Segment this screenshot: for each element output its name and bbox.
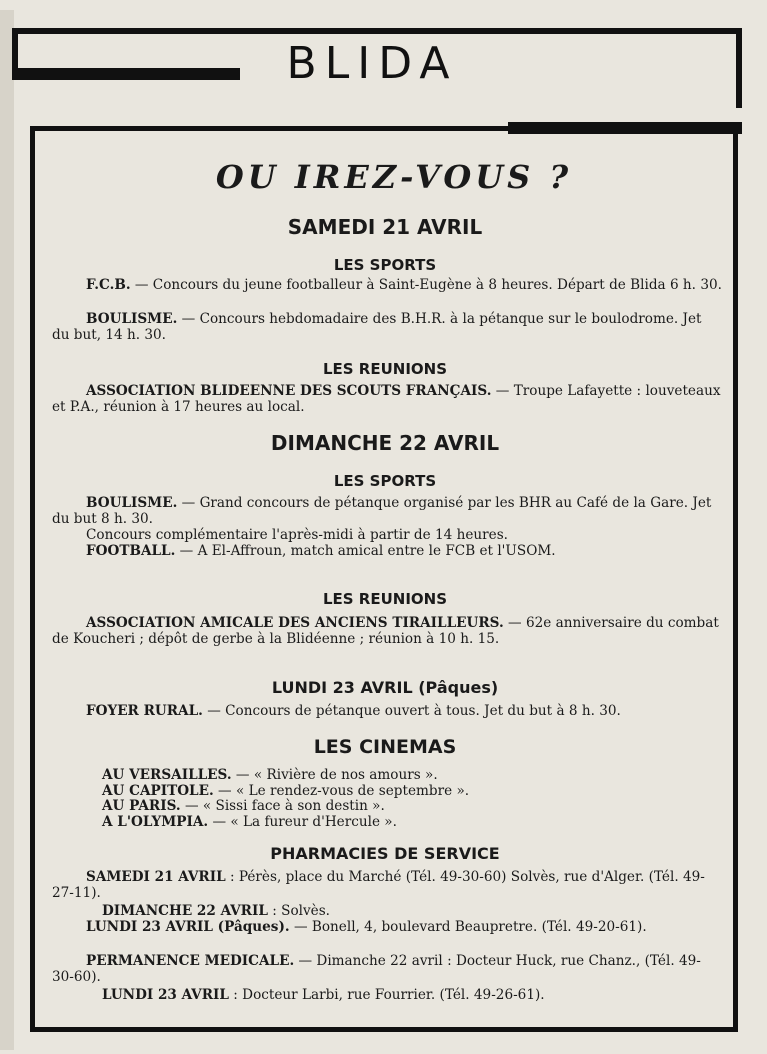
entry-tirailleurs: [52, 616, 722, 647]
section-heading-sports-sat: LES SPORTS: [333, 256, 437, 274]
entry-text: : Pérès, place du Marché (Tél. 49-30-60) Solvès, rue d'Alger. (Tél. 49-27-11).: [52, 869, 705, 901]
cinema-film: — « La fureur d'Hercule ».: [208, 813, 397, 830]
cinema-venue: AU VERSAILLES.: [102, 767, 232, 783]
entry-label: F.C.B.: [86, 277, 131, 293]
masthead: [12, 28, 742, 118]
entry-label: LUNDI 23 AVRIL: [102, 987, 229, 1003]
entry-text: — Concours de pétanque ouvert à tous. Jet du but à 8 h. 30.: [202, 703, 621, 719]
entry-label: PERMANENCE MEDICALE.: [86, 953, 295, 969]
entry-label: FOYER RURAL.: [86, 703, 203, 719]
entry-football: [52, 544, 722, 560]
permanence-medicale: [52, 954, 722, 985]
entry-boulisme-sat: [52, 312, 722, 343]
cinema-item: [52, 799, 722, 815]
cinema-item: [52, 768, 722, 784]
listing-content: [40, 132, 730, 1032]
entry-text: — Bonell, 4, boulevard Beaupretre. (Tél. 49-20-61).: [289, 919, 647, 935]
cinema-item: [52, 815, 722, 831]
cinema-film: — « Le rendez-vous de septembre ».: [213, 782, 470, 799]
section-heading-meetings-sun: LES REUNIONS: [322, 590, 448, 608]
cinema-film: — « Rivière de nos amours ».: [231, 767, 438, 783]
pharmacy-sun: [52, 904, 722, 920]
day-heading-monday: LUNDI 23 AVRIL (Pâques): [271, 678, 499, 697]
adjacent-column-edge: [0, 10, 14, 1050]
cinema-item: [52, 784, 722, 800]
masthead-rule-left: [12, 28, 18, 70]
entry-label: ASSOCIATION BLIDEENNE DES SCOUTS FRANÇAIS.: [86, 383, 492, 399]
section-heading-sports-sun: LES SPORTS: [333, 472, 437, 490]
entry-label: DIMANCHE 22 AVRIL: [102, 903, 268, 919]
entry-concours-complementaire: [52, 528, 722, 544]
entry-label: BOULISME.: [86, 495, 178, 511]
masthead-bar-left: [12, 68, 240, 80]
entry-label: FOOTBALL.: [86, 543, 176, 559]
entry-text: — A El-Affroun, match amical entre le FCB et l'USOM.: [175, 543, 556, 559]
pharmacy-sat: [52, 870, 722, 901]
day-heading-sunday: DIMANCHE 22 AVRIL: [270, 431, 500, 455]
entry-fcb: [52, 278, 722, 294]
city-title: BLIDA: [286, 38, 458, 89]
entry-text: — 62e anniversaire du combat de Koucheri ; dépôt de gerbe à la Blidéenne ; réunion à 10 h. 15.: [52, 615, 719, 647]
entry-foyer-rural: [52, 704, 722, 720]
masthead-rule-right: [736, 28, 742, 108]
section-heading-meetings-sat: LES REUNIONS: [322, 360, 448, 378]
entry-boulisme-sun: [52, 496, 722, 527]
column-title: OU IREZ-VOUS ?: [215, 158, 573, 196]
entry-text: — Concours du jeune footballeur à Saint-Eugène à 8 heures. Départ de Blida 6 h. 30.: [130, 277, 722, 293]
entry-text: : Solvès.: [267, 903, 330, 919]
entry-text: — Troupe Lafayette : louveteaux et P.A., réunion à 17 heures au local.: [52, 383, 721, 415]
pharmacy-mon: [52, 920, 722, 936]
section-heading-cinemas: LES CINEMAS: [313, 736, 457, 758]
entry-text: : Docteur Larbi, rue Fourrier. (Tél. 49-26-61).: [228, 987, 545, 1003]
entry-label: BOULISME.: [86, 311, 178, 327]
cinema-venue: AU PARIS.: [102, 798, 181, 814]
entry-label: ASSOCIATION AMICALE DES ANCIENS TIRAILLEURS.: [86, 615, 504, 631]
cinema-listings: [52, 768, 722, 830]
entry-text: — Grand concours de pétanque organisé par les BHR au Café de la Gare. Jet du but 8 h. 30.: [52, 495, 712, 527]
entry-label: SAMEDI 21 AVRIL: [86, 869, 226, 885]
masthead-rule-top: [12, 28, 742, 34]
entry-text: Concours complémentaire l'après-midi à partir de 14 heures.: [86, 527, 508, 543]
doctor-monday: [52, 988, 722, 1004]
cinema-venue: AU CAPITOLE.: [102, 782, 214, 799]
entry-scouts: [52, 384, 722, 415]
entry-text: — Dimanche 22 avril : Docteur Huck, rue Chanz., (Tél. 49-30-60).: [52, 953, 701, 985]
section-heading-pharmacies: PHARMACIES DE SERVICE: [270, 844, 500, 863]
cinema-venue: A L'OLYMPIA.: [102, 813, 209, 830]
cinema-film: — « Sissi face à son destin ».: [180, 798, 385, 814]
entry-text: — Concours hebdomadaire des B.H.R. à la pétanque sur le boulodrome. Jet du but, 14 h. 30.: [52, 311, 702, 343]
day-heading-saturday: SAMEDI 21 AVRIL: [287, 215, 483, 239]
entry-label: LUNDI 23 AVRIL (Pâques).: [86, 919, 290, 935]
